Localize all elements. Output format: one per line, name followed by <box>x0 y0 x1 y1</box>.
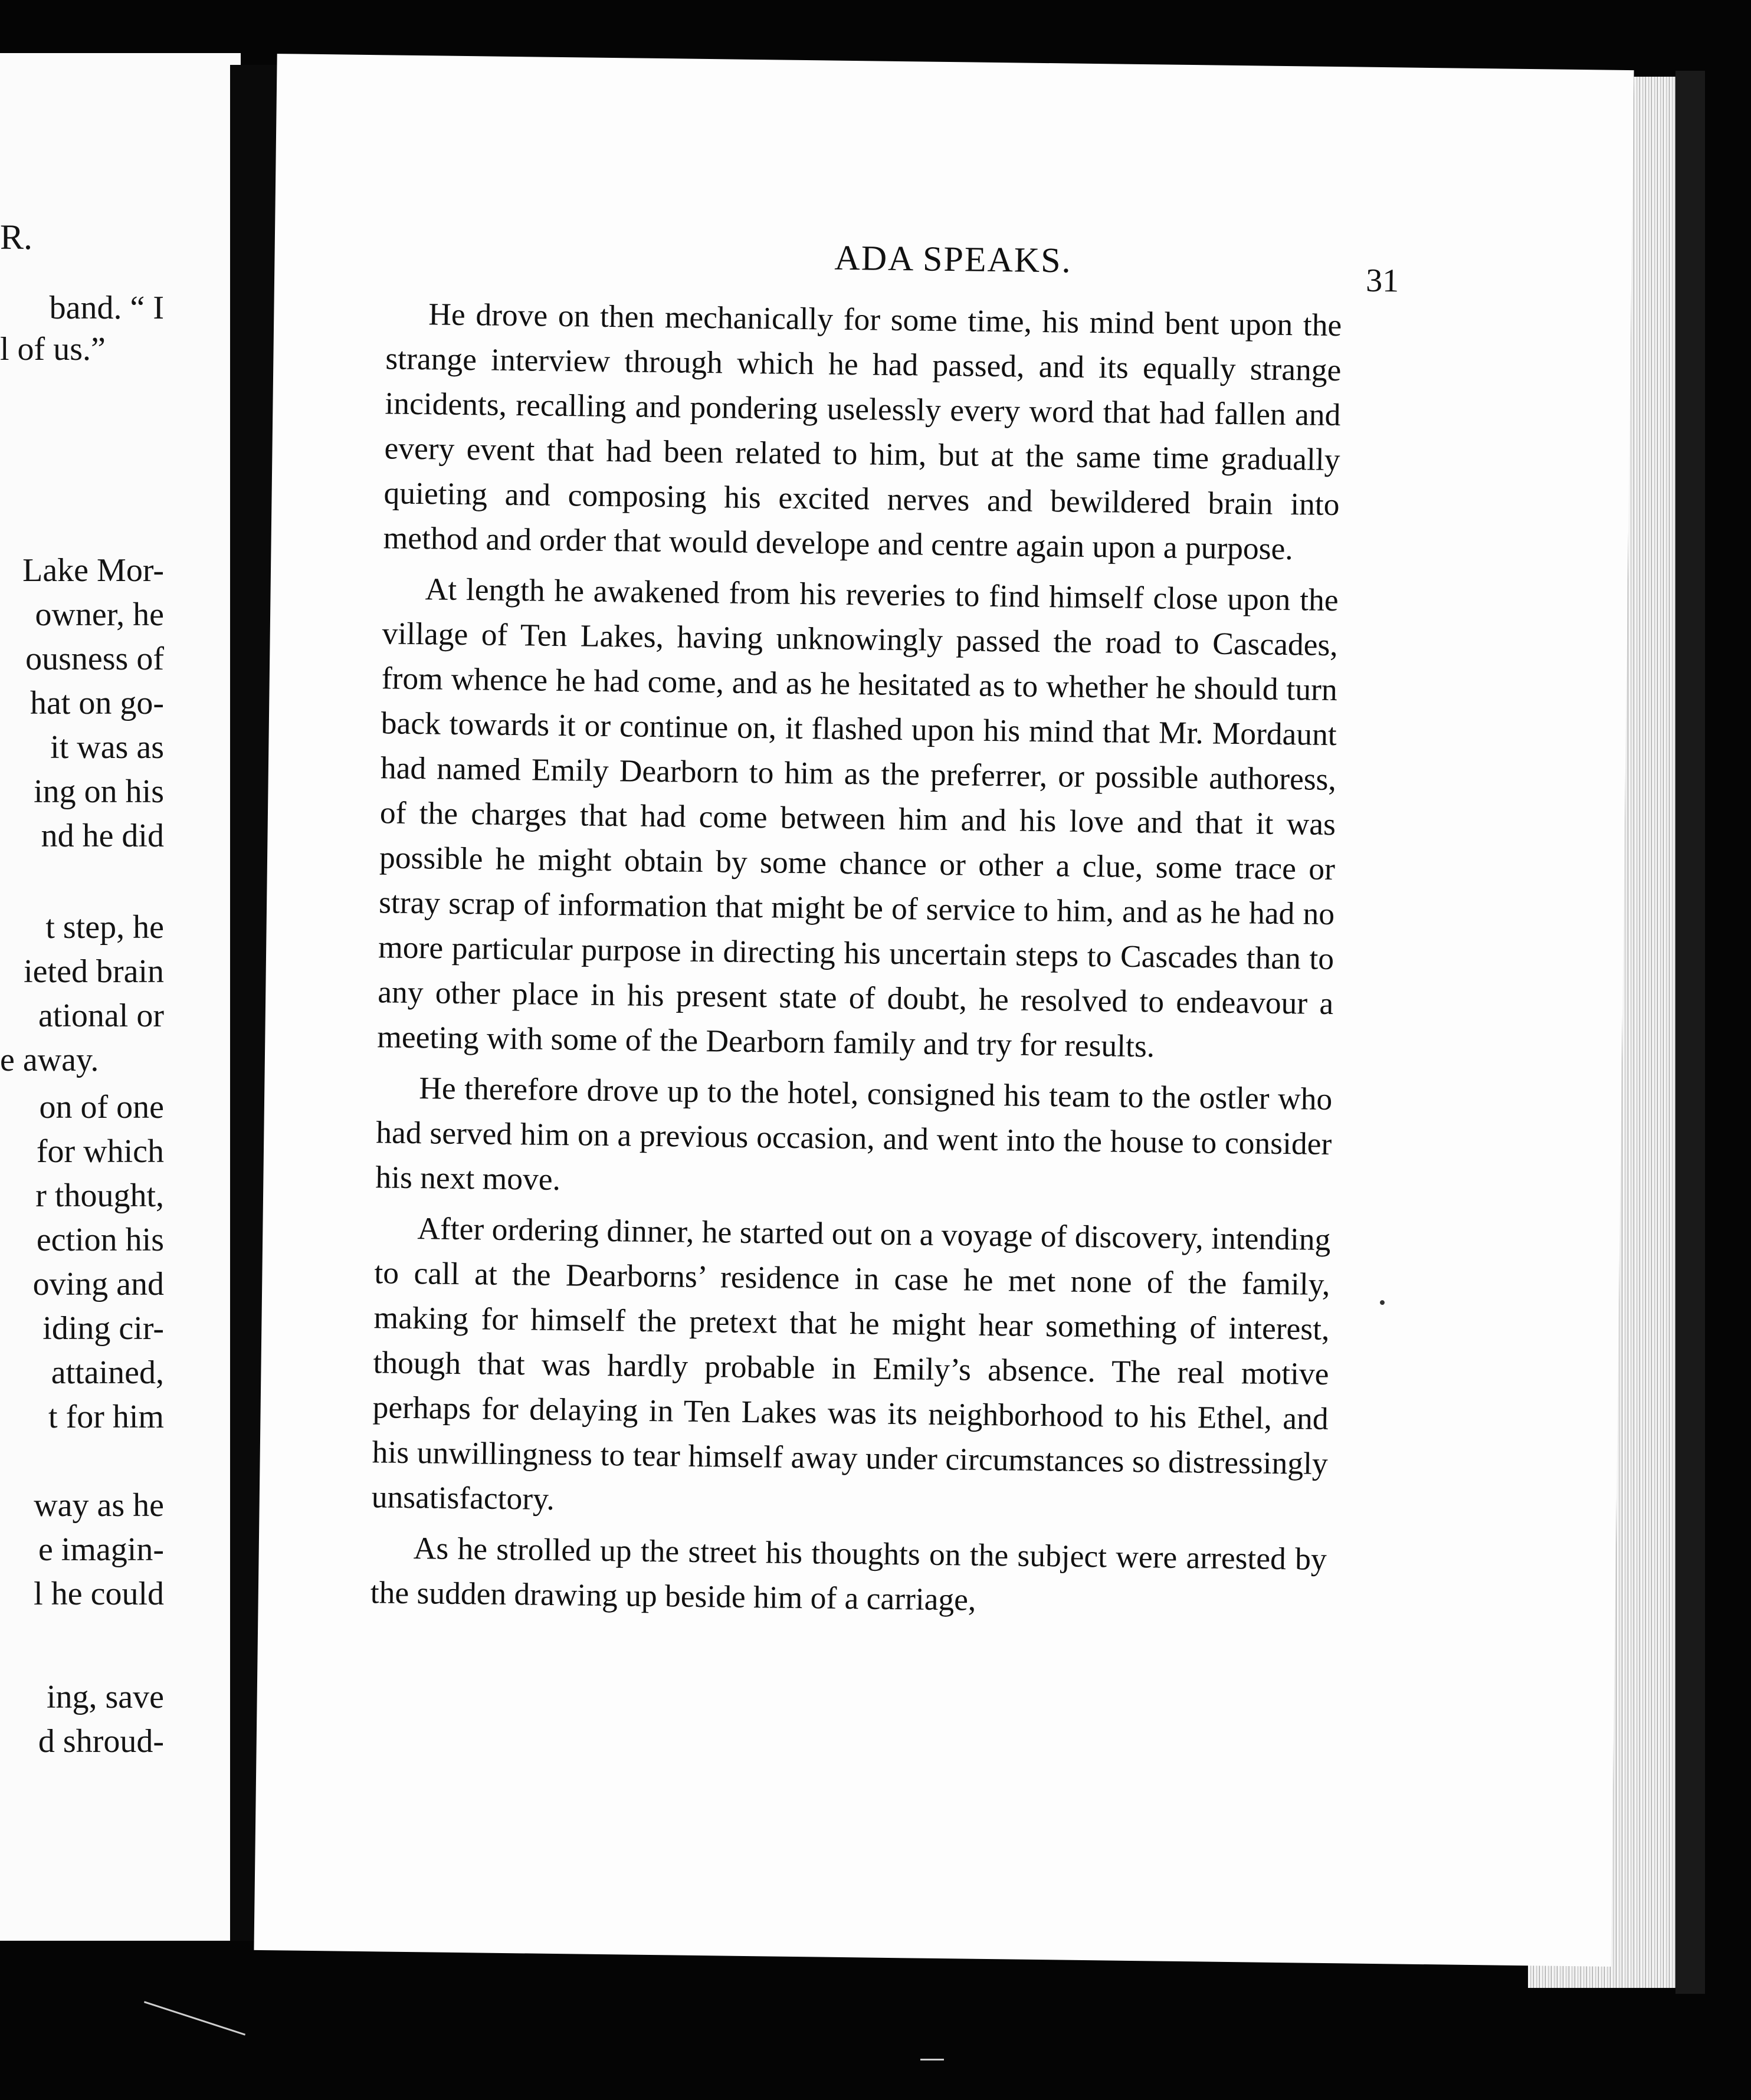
left-line: e away. <box>0 1042 99 1078</box>
paragraph: He drove on then mechanically for some time, his mind bent upon the strange interview through which he had passed, and its equally strange incidents, recalling and pondering uselessly every word that had fallen and every event that had been related to him, but at the same time gradually quieting and composing his excited nerves and bewildered brain into method and order that would develope and centre again upon a purpose. <box>383 296 1342 567</box>
left-line: for which <box>36 1133 164 1170</box>
book-cover-edge <box>1675 71 1705 1994</box>
paragraph: After ordering dinner, he started out on a voyage of discovery, intending to call at the Dearborns’ residence in case he met none of the family, making for himself the pretext that he might hear something of interest, though that was hardly probable in Emily’s absence. The real motive perhaps for delaying in Ten Lakes was its neighborhood to his Ethel, and his unwillingness to tear himself away under circumstances so distressingly unsatisfactory. <box>371 1210 1331 1517</box>
left-line: attained, <box>51 1354 164 1391</box>
left-line: ection his <box>36 1222 164 1258</box>
left-line: oving and <box>32 1266 164 1302</box>
left-line: l he could <box>34 1576 164 1612</box>
page-body <box>370 291 1342 1626</box>
left-line: owner, he <box>35 596 164 633</box>
left-line: ousness of <box>25 641 164 677</box>
right-page <box>254 54 1634 1967</box>
left-line: Lake Mor- <box>22 552 164 589</box>
left-line: nd he did <box>41 818 164 854</box>
left-line: way as he <box>34 1487 164 1524</box>
left-line: ing, save <box>46 1679 164 1715</box>
left-line: iding cir- <box>42 1310 164 1347</box>
left-line: ieted brain <box>24 953 164 990</box>
left-line: band. “ I <box>49 290 164 326</box>
paragraph: He therefore drove up to the hotel, consigned his team to the ostler who had served him on a previous occasion, and went into the house to consider his next move. <box>375 1070 1333 1197</box>
left-running-head-fragment: R. <box>0 218 33 257</box>
page-number: 31 <box>1365 262 1399 300</box>
left-line: ational or <box>38 998 164 1034</box>
left-line: hat on go- <box>29 685 164 721</box>
scan-artifact <box>144 2001 245 2035</box>
dust-speck <box>1380 1300 1385 1305</box>
running-head: ADA SPEAKS. <box>834 238 1072 280</box>
left-line: ing on his <box>34 773 164 810</box>
left-line: r thought, <box>35 1177 164 1214</box>
paragraph: As he strolled up the street his thoughts on the subject were arrested by the sudden drawing up beside him of a carriage, <box>370 1530 1327 1617</box>
left-line: t for him <box>48 1399 164 1435</box>
left-line: l of us.” <box>0 331 106 368</box>
scan-artifact <box>920 2059 944 2060</box>
left-line: on of one <box>39 1089 164 1126</box>
left-line: t step, he <box>45 909 164 946</box>
left-line: it was as <box>50 729 164 766</box>
left-line: e imagin- <box>38 1531 164 1568</box>
left-line: d shroud- <box>38 1723 164 1760</box>
paragraph: At length he awakened from his reveries to find himself close upon the village of Ten Lakes, having unknowingly passed the road to Cascades, from whence he had come, and as he hesitated as to whether he should turn back towards it or continue on, it flashed upon his mind that Mr. Mordaunt had named Emily Dearborn to him as the preferrer, or possible authoress, of the charges that had come between him and his love and that it was possible he might obtain by some chance or other a clue, some trace or stray scrap of information that might be of service to him, and as he had no more particular purpose in directing his uncertain steps to Cascades than to any other place in his present state of doubt, he resolved to endeavour a meeting with some of the Dearborn family and try for results. <box>377 571 1339 1064</box>
left-page <box>0 53 241 1941</box>
